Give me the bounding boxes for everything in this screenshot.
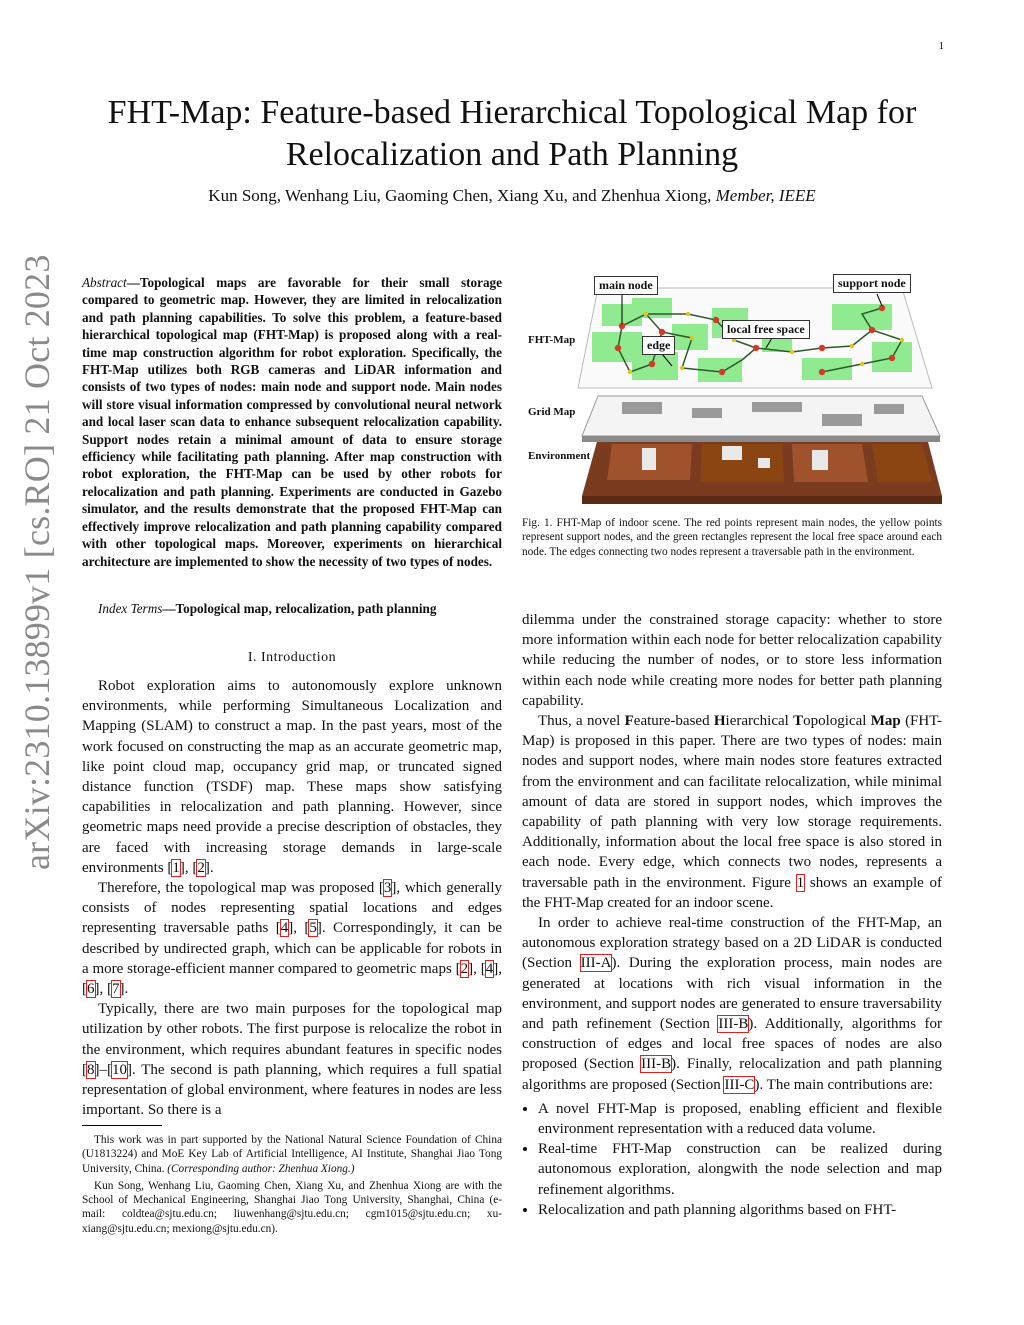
introduction-body bbox=[82, 676, 502, 1120]
section-link[interactable]: III-B bbox=[641, 1056, 672, 1073]
index-terms bbox=[82, 601, 502, 617]
author-list bbox=[60, 186, 964, 206]
author-names: Kun Song, Wenhang Liu, Gaoming Chen, Xiang Xu, and Zhenhua Xiong, bbox=[208, 186, 712, 205]
fht-map-illustration bbox=[522, 268, 942, 508]
abstract-label: Abstract bbox=[82, 275, 127, 290]
affiliation-footnote: Kun Song, Wenhang Liu, Gaoming Chen, Xiang Xu, and Zhenhua Xiong are with the School of Mechanical Engineering, Shanghai Jiao Tong University, Shanghai, China (e-mail: coldtea@sjtu.edu.cn; liuwenhang@sjtu.edu.cn; cgm1015@sjtu.edu.cn; xu-xiang@sjtu.edu.cn; mexiong@sjtu.edu.cn). bbox=[82, 1179, 502, 1235]
author-membership: Member, IEEE bbox=[715, 186, 816, 205]
footnotes bbox=[82, 1133, 502, 1239]
index-terms-text: —Topological map, relocalization, path planning bbox=[162, 601, 437, 616]
grid-map-layer-label: Grid Map bbox=[528, 406, 576, 418]
figure-caption: Fig. 1. FHT-Map of indoor scene. The red points represent main nodes, the yellow points represent support nodes, and the green rectangles represent the local free space around each node. The edges connecting two nodes represent a traversable path in the environment. bbox=[522, 517, 942, 558]
figure-link[interactable]: 1 bbox=[796, 874, 805, 891]
citation-link[interactable]: 4 bbox=[280, 920, 289, 937]
right-paragraph-3: In order to achieve real-time construction of the FHT-Map, an autonomous exploration strategy based on a 2D LiDAR is conducted (Section III-A). During the exploration process, main nodes are generated at locations with rich visual information in the environment, and support nodes are generated to ensure traversability and path refinement (Section III-B). Additionally, algorithms for construction of edges and local free spaces of nodes are also proposed (Section III-B). Finally, relocalization and path planning algorithms are proposed (Section III-C). The main contributions are: bbox=[522, 915, 943, 1093]
page-number: 1 bbox=[938, 40, 944, 52]
citation-link[interactable]: 3 bbox=[383, 880, 392, 897]
edge-label: edge bbox=[642, 336, 675, 355]
paper-title bbox=[60, 92, 964, 176]
citation-link[interactable]: 8 bbox=[87, 1061, 95, 1078]
abstract bbox=[82, 274, 502, 570]
footnote-rule bbox=[82, 1125, 162, 1126]
section-link[interactable]: III-C bbox=[724, 1076, 755, 1093]
contribution-item: • A novel FHT-Map is proposed, enabling efficient and flexible environment representation with a reduced data volume. bbox=[538, 1099, 942, 1139]
intro-paragraph-3: Typically, there are two main purposes for the topological map utilization by other robots. The first purpose is relocalize the robot in the environment, which requires abundant features in specific nodes [8]–[10]. The second is path planning, which requires a full spatial representation of global environment, where features in nodes are less important. So there is a bbox=[82, 1001, 502, 1119]
funding-footnote: This work was in part supported by the National Natural Science Foundation of China (U1813224) and MoE Key Lab of Artificial Intelligence, AI Institute, Shanghai Jiao Tong University, China. (Corresponding author: Zhenhua Xiong.) bbox=[82, 1134, 502, 1175]
citation-link[interactable]: 5 bbox=[309, 920, 317, 937]
right-paragraph-2: Thus, a novel Feature-based Hierarchical Topological Map (FHT-Map) is proposed in this paper. There are two types of nodes: main nodes and support nodes, where main nodes store features extracted from the environment and can facilitate relocalization, while minimal amount of data are stored in support nodes, which improves the capability of path planning with very low storage requirements. Additionally, information about the local free space is also stored in each node. Every edge, which connects two nodes, represents a traversable path in the environment. Figure 1 shows an example of the FHT-Map created for an indoor scene. bbox=[522, 713, 943, 911]
section-heading: I. Introduction bbox=[247, 650, 337, 665]
support-node-label: support node bbox=[833, 274, 911, 293]
citation-link[interactable]: 1 bbox=[172, 859, 180, 876]
environment-layer-label: Environment bbox=[528, 450, 591, 462]
intro-paragraph-2: Therefore, the topological map was proposed [3], which generally consists of nodes representing spatial locations and edges representing traversable paths [4], [5]. Correspondingly, it can be described by undirected graph, which can be applicable for robots in a more storage-efficient manner compared to geometric maps [2], [4], [6], [7]. bbox=[82, 880, 502, 998]
citation-link[interactable]: 10 bbox=[112, 1061, 127, 1078]
section-link[interactable]: III-B bbox=[718, 1016, 749, 1033]
arxiv-identifier: arXiv:2310.13899v1 [cs.RO] 21 Oct 2023 bbox=[17, 254, 57, 870]
citation-link[interactable]: 6 bbox=[87, 981, 95, 998]
citation-link[interactable]: 4 bbox=[485, 960, 494, 977]
contribution-item: • Relocalization and path planning algorithms based on FHT- bbox=[538, 1200, 942, 1220]
figure-1 bbox=[522, 268, 942, 508]
index-terms-label: Index Terms bbox=[98, 601, 163, 616]
fht-map-layer-label: FHT-Map bbox=[528, 334, 576, 346]
citation-link[interactable]: 2 bbox=[460, 960, 469, 977]
right-column-body bbox=[522, 610, 942, 1220]
abstract-text: —Topological maps are favorable for their small storage compared to geometric map. However, they are limited in relocalization and path planning capabilities. To solve this problem, a feature-based hierarchical topological map (FHT-Map) is proposed along with a real-time map construction algorithm for robot exploration. Specifically, the FHT-Map utilizes both RGB cameras and LiDAR information and consists of two types of nodes: main node and support node. Main nodes will store visual information compressed by convolutional neural network and local laser scan data to enhance subsequent relocalization capability. Support nodes retain a minimal amount of data to ensure storage efficiency while facilitating path planning. After map construction with robot exploration, the FHT-Map can be used by other robots for relocalization and path planning. Experiments are conducted in Gazebo simulator, and the results demonstrate that the proposed FHT-Map can effectively improve relocalization and path planning capability compared with other topological maps. Moreover, experiments on hierarchical architecture are implemented to show the necessity of two types of nodes. bbox=[82, 275, 502, 569]
title-line-2: Relocalization and Path Planning bbox=[285, 136, 739, 173]
local-free-space-label: local free space bbox=[722, 320, 810, 339]
intro-paragraph-1: Robot exploration aims to autonomously explore unknown environments, while performing Simultaneous Localization and Mapping (SLAM) to construct a map. In the past years, most of the work focused on constructing the map as an accurate geometric map, like point cloud map, occupancy grid map, or truncated signed distance function (TSDF) map. These maps show satisfying capabilities in relocalization and path planning. However, since geometric maps need provide a precise description of obstacles, they are faced with increasing storage demands in large-scale environments [1], [2]. bbox=[82, 678, 502, 876]
contributions-list bbox=[522, 1099, 942, 1220]
citation-link[interactable]: 2 bbox=[197, 859, 205, 876]
main-node-label: main node bbox=[594, 276, 658, 295]
citation-link[interactable]: 7 bbox=[112, 981, 120, 998]
title-line-1: FHT-Map: Feature-based Hierarchical Topological Map for bbox=[107, 94, 917, 131]
section-link[interactable]: III-A bbox=[580, 955, 612, 972]
right-paragraph-1: dilemma under the constrained storage capacity: whether to store more information within each node for better relocalization capability while reducing the number of nodes, or to store less information within each node while creating more nodes for better path planning capability. bbox=[522, 612, 942, 709]
contribution-item: • Real-time FHT-Map construction can be realized during autonomous exploration, alongwith the node selection and map refinement algorithms. bbox=[538, 1139, 942, 1200]
